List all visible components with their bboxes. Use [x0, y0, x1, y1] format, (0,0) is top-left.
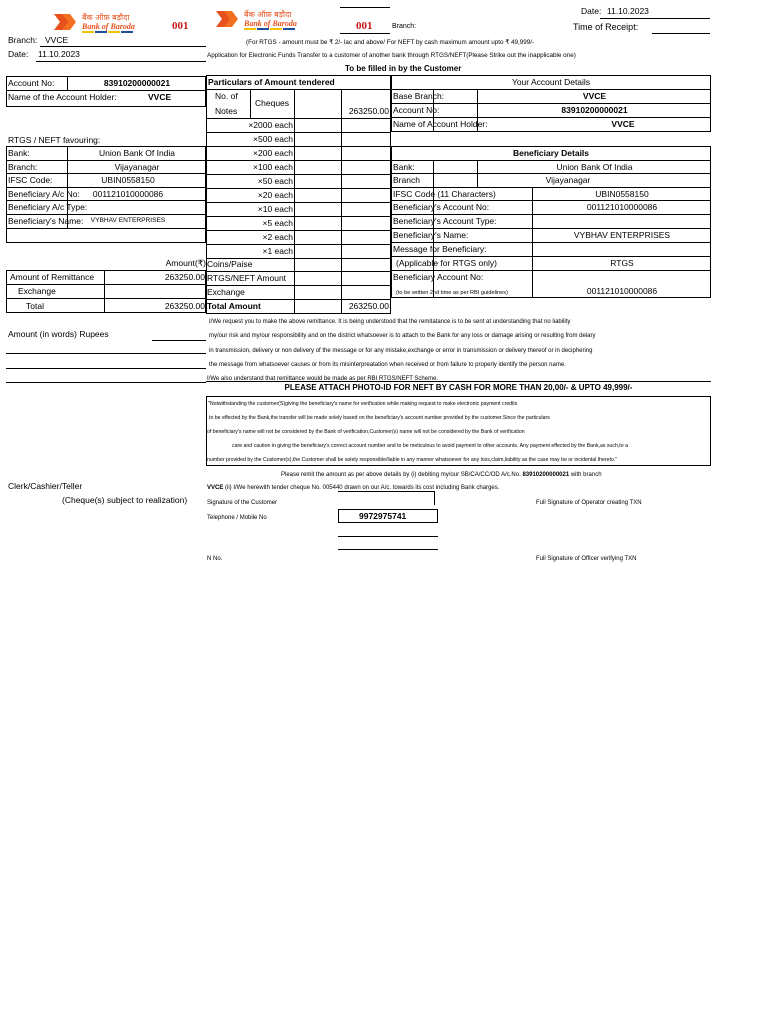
terms-line: my/our risk and my/our responsibility and on the district whatsoever is to attach to the Bank for any loss or damage arising or resulting from delary: [209, 333, 596, 339]
date-label: Date:: [8, 49, 29, 59]
no-of-label: No. of: [215, 91, 238, 101]
counterfoil-ben-ac: 001121010000086: [92, 189, 164, 199]
phone-label: Telephone / Mobile No: [207, 515, 267, 521]
terms-line: in transmission, delivery or non delivery of the message or for any mistake,exchange or error in transmission or delivery thereof or in deciphering: [209, 348, 593, 354]
particulars-header: Particulars of Amount tendered: [208, 77, 335, 87]
serial-right: 001: [356, 20, 373, 32]
counterfoil-total-label: Total: [26, 301, 44, 311]
total-amount-label: Total Amount: [207, 301, 261, 311]
denomination-label: ×2000 each: [248, 120, 293, 130]
denomination-label: ×1 each: [262, 246, 293, 256]
clerk-label: Clerk/Cashier/Teller: [8, 481, 83, 491]
remittance-label: Amount of Remittance: [10, 272, 95, 282]
total-amount: 263250.00: [348, 301, 389, 311]
amount-in-words-label: Amount (in words) Rupees: [8, 329, 109, 339]
branch-label: Branch:: [8, 35, 38, 45]
notwithstanding-line: number provided by the Customer(s),the Customer shall be solely responsible/liable in any manner whatsoever for any loss,claim,liability as the case may be or incidental thereto.": [207, 457, 618, 463]
cheque-realization-note: (Cheque(s) subject to realization): [62, 495, 188, 505]
counterfoil-bank: Union Bank Of India: [98, 148, 176, 158]
base-branch: VVCE: [582, 91, 607, 101]
particulars-exchange-label: Exchange: [207, 287, 245, 297]
n-no-label: N No.: [207, 556, 223, 562]
holder: VVCE: [611, 119, 635, 129]
ben-bank-label: Bank:: [393, 162, 415, 172]
svg-text:बैंक ऑफ़ बड़ौदा: बैंक ऑफ़ बड़ौदा: [82, 13, 130, 22]
ben-ac-label: Beneficiary's Account No:: [393, 202, 490, 212]
favouring-label: RTGS / NEFT favouring:: [8, 135, 101, 145]
date-label-slip: Date:: [581, 6, 602, 16]
terms-line: I/We also understand that remittance would be made as per RBI RTGS/NEFT Scheme.: [207, 376, 439, 382]
ben-ac2-label: Beneficiary Account No:: [393, 272, 484, 282]
serial-left: 001: [172, 20, 189, 32]
rtgs-note: (For RTGS - amount must be ₹ 2/- lac and above/ For NEFT by cash maximum amount upto ₹ 49,999/-: [246, 39, 535, 46]
ben-name: VYBHAV ENTERPRISES: [573, 230, 671, 240]
ben-bank: Union Bank Of India: [556, 162, 633, 172]
denomination-label: ×500 each: [253, 134, 293, 144]
date-value-slip: 11.10.2023: [607, 6, 649, 16]
ben-ac: 001121010000086: [586, 202, 658, 212]
beneficiary-header: Beneficiary Details: [512, 148, 590, 158]
ben-ac2-note: (to be written 2nd time as per RBI guidelines): [396, 290, 508, 296]
counterfoil-bank-label: Bank:: [8, 148, 30, 158]
amount-rupee-label: Amount(₹): [165, 258, 206, 268]
branch-label-slip: Branch:: [392, 23, 417, 30]
holder-label: Name of Account Holder:: [393, 119, 488, 129]
counterfoil-ben-ac-label: Beneficiary A/c No:: [8, 189, 80, 199]
denomination-label: ×100 each: [253, 162, 293, 172]
account-no: 83910200000021: [561, 105, 628, 115]
denomination-label: ×20 each: [257, 190, 293, 200]
notwithstanding-line: of beneficiary's name will not be considered by the Bank of verification,Customer(s) name will not be considered by the Bank of verification: [207, 429, 525, 435]
application-note: Application for Electronic Funds Transfer to a customer of another bank through RTGS/NEFT(Please Strike out the inapplicable one): [207, 52, 576, 59]
remittance-amount: 263250.00: [164, 272, 205, 282]
date-value: 11.10.2023: [38, 49, 80, 59]
phone-number: 9972975741: [359, 511, 407, 521]
cheque-tender-line: VVCE (ii) I/We herewith tender cheque No. 005440 drawn on our A/c. towards its cost including Bank charges.: [207, 485, 500, 491]
terms-line: I/We request you to make the above remittance. It is being understood that the remitatance is to be sent at understanding that no liability: [209, 319, 571, 325]
counterfoil-exchange-label: Exchange: [18, 286, 56, 296]
base-branch-label: Base Branch:: [393, 91, 445, 101]
counterfoil-account-no-label: Account No:: [8, 78, 55, 88]
time-of-receipt-label: Time of Receipt:: [573, 22, 639, 32]
rtgs-amount-label: RTGS/NEFT Amount: [207, 273, 287, 283]
counterfoil-ifsc-label: IFSC Code:: [8, 175, 53, 185]
ben-ifsc: UBIN0558150: [595, 189, 649, 199]
denomination-label: ×2 each: [262, 232, 293, 242]
cheques-label: Cheques: [255, 98, 290, 108]
svg-text:बैंक ऑफ़ बड़ौदा: बैंक ऑफ़ बड़ौदा: [244, 10, 292, 19]
counterfoil-ben-name-label: Beneficiary's Name:: [8, 216, 84, 226]
counterfoil-ben-type-label: Beneficiary A/c Type:: [8, 202, 88, 212]
branch-value: VVCE: [45, 35, 69, 45]
ben-ac2: 001121010000086: [586, 286, 658, 296]
signature-operator-label: Full Signature of Operator creating TXN: [536, 500, 642, 506]
ben-message-label: Message for Beneficiary:: [393, 244, 487, 254]
notes-label: Notes: [215, 106, 238, 116]
signature-officer-label: Full Signature of Officer verifying TXN: [536, 556, 637, 562]
coins-label: Coins/Paise: [207, 259, 253, 269]
ben-branch: Vijayanagar: [545, 175, 591, 185]
counterfoil-total: 263250.00: [164, 301, 205, 311]
notwithstanding-line: to be effected by the Bank,the transfer will be made solely based on the beneficiary's account number provided by the customer.Since the particulars: [209, 415, 550, 421]
account-details-header: Your Account Details: [511, 77, 591, 87]
ben-ifsc-label: IFSC Code (11 Characters): [393, 189, 496, 199]
notwithstanding-line: care and caution in giving the beneficiary's correct account number and to be meticulous to avoid payment to other accounts. Any payment effected by the Bank,as such,to a: [232, 443, 628, 449]
notwithstanding-line: "Notwithstanding the customer(S)giving the beneficiary's name for verification while making request to make electronic payment credits: [208, 401, 518, 407]
counterfoil-ifsc: UBIN0558150: [101, 175, 155, 185]
ben-branch-label: Branch: [393, 175, 420, 185]
denomination-label: ×10 each: [257, 204, 293, 214]
denomination-label: ×50 each: [257, 176, 293, 186]
bank-logo-left: [52, 10, 142, 34]
counterfoil-holder: VVCE: [148, 92, 172, 102]
ben-applicable-label: (Applicable for RTGS only): [396, 258, 497, 268]
counterfoil-account-no: 83910200000021: [103, 78, 171, 88]
cheque-amount: 263250.00: [348, 106, 389, 116]
counterfoil-branch-label: Branch:: [8, 162, 38, 172]
account-no-label: Account No:: [393, 105, 440, 115]
svg-text:Bank of Baroda: Bank of Baroda: [244, 19, 297, 28]
filled-by-customer: To be filled in by the Customer: [345, 64, 462, 73]
svg-text:Bank of Baroda: Bank of Baroda: [82, 22, 135, 31]
ben-type-label: Beneficiary's Account Type:: [393, 216, 497, 226]
ben-name-label: Beneficiary's Name:: [393, 230, 469, 240]
counterfoil-ben-name: VYBHAV ENTERPRISES: [90, 217, 166, 224]
terms-line: the message from whatsoever causes or from its misinterpreatation when received or from failure to properly identify the person name.: [209, 362, 566, 368]
denomination-label: ×200 each: [253, 148, 293, 158]
remit-line: Please remit the amount as per above details by (i) debiting my/our SB/CA/CC/OD A/c.No. 83910200000021 with branch: [281, 472, 602, 478]
photo-id-notice: PLEASE ATTACH PHOTO-ID FOR NEFT BY CASH FOR MORE THAN 20,00/- & UPTO 49,999/-: [284, 383, 633, 392]
bank-logo-right: [214, 7, 318, 31]
ben-applicable: RTGS: [610, 258, 634, 268]
counterfoil-branch: Vijayanagar: [114, 162, 160, 172]
denomination-label: ×5 each: [262, 218, 293, 228]
signature-customer-label: Signature of the Customer: [207, 500, 278, 506]
counterfoil-holder-label: Name of the Account Holder:: [8, 92, 117, 102]
